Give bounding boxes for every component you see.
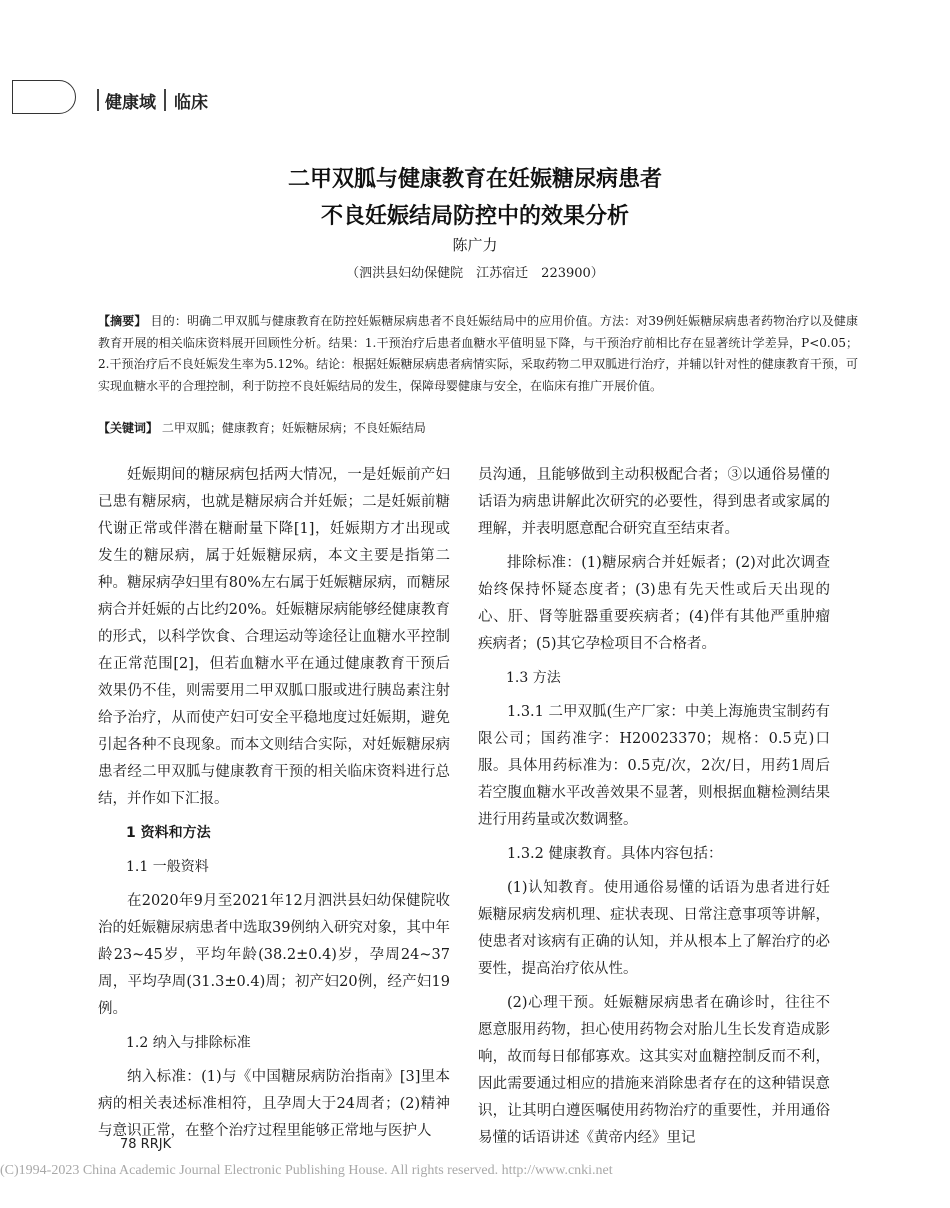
- paragraph: 排除标准：(1)糖尿病合并妊娠者；(2)对此次调查始终保持怀疑态度者；(3)患有先天性或后天出现的心、肝、肾等脏器重要疾病者；(4)伴有其他严重肿瘤疾病者；(5)其它孕检项目不合格者。: [478, 555, 830, 652]
- header-tab-shape: [12, 80, 76, 114]
- page-number: 78 RRJK: [120, 1137, 172, 1152]
- paragraph: (1)认知教育。使用通俗易懂的话语为患者进行妊娠糖尿病发病机理、症状表现、日常注意事项等讲解，使患者对该病有正确的认知，并从根本上了解治疗的必要性，提高治疗依从性。: [478, 880, 830, 977]
- keywords-text: 二甲双胍；健康教育；妊娠糖尿病；不良妊娠结局: [161, 421, 426, 435]
- body-right-column: [478, 462, 830, 1159]
- section-heading: 1 资料和方法: [126, 825, 211, 841]
- abstract-label: 【摘要】: [98, 314, 147, 328]
- keywords-label: 【关键词】: [98, 421, 159, 435]
- paragraph: 1.3.1 二甲双胍(生产厂家：中美上海施贵宝制药有限公司；国药准字：H20023370；规格：0.5克)口服。具体用药标准为：0.5克/次，2次/日，用药1周后若空腹血糖水平改善效果不显著，则根据血糖检测结果进行用药量或次数调整。: [478, 704, 830, 828]
- header-divider: [164, 89, 166, 111]
- abstract: [98, 311, 858, 397]
- subsection-heading: 1.1 一般资料: [126, 859, 209, 875]
- subsection-heading: 1.2 纳入与排除标准: [126, 1035, 251, 1051]
- keywords: [98, 418, 858, 439]
- header-divider: [97, 89, 99, 111]
- paragraph: 员沟通，且能够做到主动积极配合者；③以通俗易懂的话语为病患讲解此次研究的必要性，得到患者或家属的理解，并表明愿意配合研究直至结束者。: [478, 467, 830, 537]
- subsection-name: 临床: [174, 92, 208, 113]
- body-left-column: [98, 462, 450, 1152]
- paragraph: 在2020年9月至2021年12月泗洪县妇幼保健院收治的妊娠糖尿病患者中选取39例纳入研究对象，其中年龄23~45岁，平均年龄(38.2±0.4)岁，孕周24~37周，平均孕周(31.3±0.4)周；初产妇20例，经产妇19例。: [98, 893, 450, 1017]
- paragraph: 纳入标准：(1)与《中国糖尿病防治指南》[3]里本病的相关表述标准相符，且孕周大于24周者；(2)精神与意识正常，在整个治疗过程里能够正常地与医护人: [98, 1069, 450, 1139]
- paragraph: 1.3.2 健康教育。具体内容包括：: [507, 846, 723, 862]
- subsection-heading: 1.3 方法: [506, 670, 561, 686]
- article-title-line-1: 二甲双胍与健康教育在妊娠糖尿病患者: [287, 167, 662, 192]
- journal-section-header: [97, 87, 208, 113]
- article-title-line-2: 不良妊娠结局防控中的效果分析: [320, 204, 629, 229]
- paragraph: 妊娠期间的糖尿病包括两大情况，一是妊娠前产妇已患有糖尿病，也就是糖尿病合并妊娠；二是妊娠前糖代谢正常或伴潜在糖耐量下降[1]，妊娠期方才出现或发生的糖尿病，属于妊娠糖尿病，本文主要是指第二种。糖尿病孕妇里有80%左右属于妊娠糖尿病，而糖尿病合并妊娠的占比约20%。妊娠糖尿病能够经健康教育的形式，以科学饮食、合理运动等途径让血糖水平控制在正常范围[2]，但若血糖水平在通过健康教育干预后效果仍不佳，则需要用二甲双胍口服或进行胰岛素注射给予治疗，从而使产妇可安全平稳地度过妊娠期，避免引起各种不良现象。而本文则结合实际，对妊娠糖尿病患者经二甲双胍与健康教育干预的相关临床资料进行总结，并作如下汇报。: [98, 467, 450, 807]
- copyright-watermark: (C)1994-2023 China Academic Journal Electronic Publishing House. All rights reserved. http://www.cnki.net: [0, 1163, 613, 1178]
- section-name: 健康域: [105, 92, 156, 113]
- author: 陈广力: [452, 236, 498, 254]
- abstract-text: 目的：明确二甲双胍与健康教育在防控妊娠糖尿病患者不良妊娠结局中的应用价值。方法：对39例妊娠糖尿病患者药物治疗以及健康教育开展的相关临床资料展开回顾性分析。结果：1.干预治疗后患者血糖水平值明显下降，与干预治疗前相比存在显著统计学差异，P<0.05；2.干预治疗后不良妊娠发生率为5.12%。结论：根据妊娠糖尿病患者病情实际，采取药物二甲双胍进行治疗，并辅以针对性的健康教育干预，可实现血糖水平的合理控制，利于防控不良妊娠结局的发生，保障母婴健康与安全，在临床有推广开展价值。: [98, 314, 858, 393]
- affiliation: （泗洪县妇幼保健院 江苏宿迁 223900）: [346, 266, 604, 281]
- paragraph: (2)心理干预。妊娠糖尿病患者在确诊时，往往不愿意服用药物，担心使用药物会对胎儿生长发育造成影响，故而每日郁郁寡欢。这其实对血糖控制反而不利，因此需要通过相应的措施来消除患者存在的这种错误意识，让其明白遵医嘱使用药物治疗的重要性，并用通俗易懂的话语讲述《黄帝内经》里记: [478, 995, 830, 1146]
